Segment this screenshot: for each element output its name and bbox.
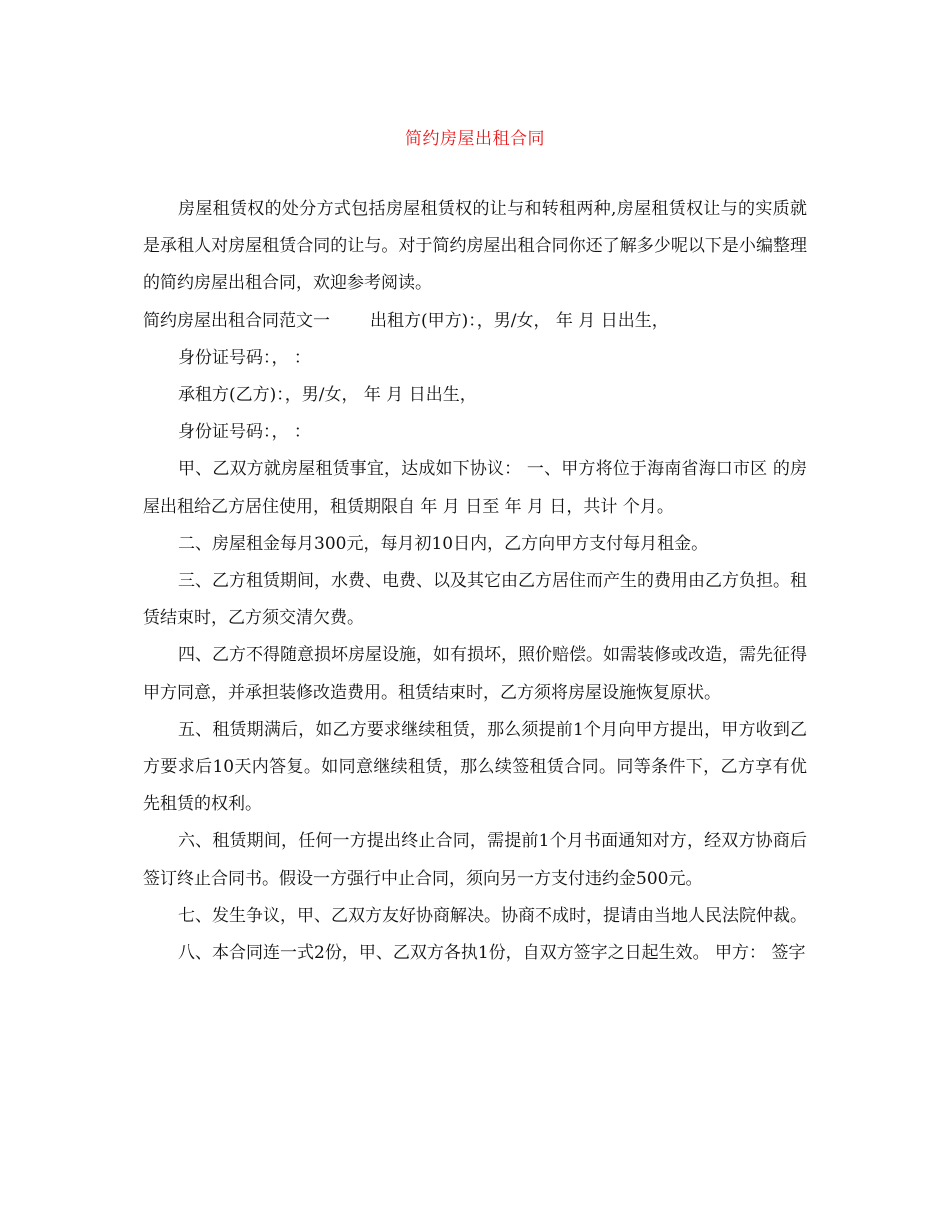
id-b-line: 身份证号码：， ： — [178, 422, 311, 443]
document-body — [143, 191, 807, 972]
clause-2-paragraph: 二、房屋租金每月300元，每月初10日内，乙方向甲方支付每月租金。 — [178, 533, 709, 554]
intro-paragraph: 房屋租赁权的处分方式包括房屋租赁权的让与和转租两种,房屋租赁权让与的实质就是承租人对房屋租赁合同的让与。对于简约房屋出租合同你还了解多少呢以下是小编整理的简约房屋出租合同，欢迎参考阅读。 — [143, 199, 807, 294]
id-a-line: 身份证号码：， ： — [178, 347, 311, 368]
clause-6-paragraph: 六、租赁期间，任何一方提出终止合同，需提前1个月书面通知对方，经双方协商后签订终止合同书。假设一方强行中止合同，须向另一方支付违约金500元。 — [143, 831, 807, 889]
sample-heading: 简约房屋出租合同范文一 — [143, 310, 330, 331]
clause-7-paragraph: 七、发生争议，甲、乙双方友好协商解决。协商不成时，提请由当地人民法院仲裁。 — [178, 905, 807, 926]
party-a-line: 出租方(甲方)：，男/女， 年 月 日出生， — [370, 310, 669, 331]
sample-heading-line — [143, 303, 807, 340]
clause-5-paragraph: 五、租赁期满后，如乙方要求继续租赁，那么须提前1个月向甲方提出，甲方收到乙方要求后10天内答复。如同意继续租赁，那么续签租赁合同。同等条件下，乙方享有优先租赁的权利。 — [143, 719, 807, 815]
clause-3-paragraph: 三、乙方租赁期间，水费、电费、以及其它由乙方居住而产生的费用由乙方负担。租赁结束时，乙方须交清欠费。 — [143, 571, 807, 629]
clause-4-paragraph: 四、乙方不得随意损坏房屋设施，如有损坏，照价赔偿。如需装修或改造，需先征得甲方同意，并承担装修改造费用。租赁结束时，乙方须将房屋设施恢复原状。 — [143, 645, 807, 703]
party-b-line: 承租方(乙方)：，男/女， 年 月 日出生， — [178, 385, 477, 406]
clause-1-paragraph: 甲、乙双方就房屋租赁事宜，达成如下协议： 一、甲方将位于海南省海口市区 的房屋出租给乙方居住使用，租赁期限自 年 月 日至 年 月 日，共计 个月。 — [143, 459, 807, 517]
clause-8-paragraph: 八、本合同连一式2份，甲、乙双方各执1份，自双方签字之日起生效。 甲方： 签字 — [178, 943, 806, 964]
document-title: 简约房屋出租合同 — [405, 129, 545, 149]
